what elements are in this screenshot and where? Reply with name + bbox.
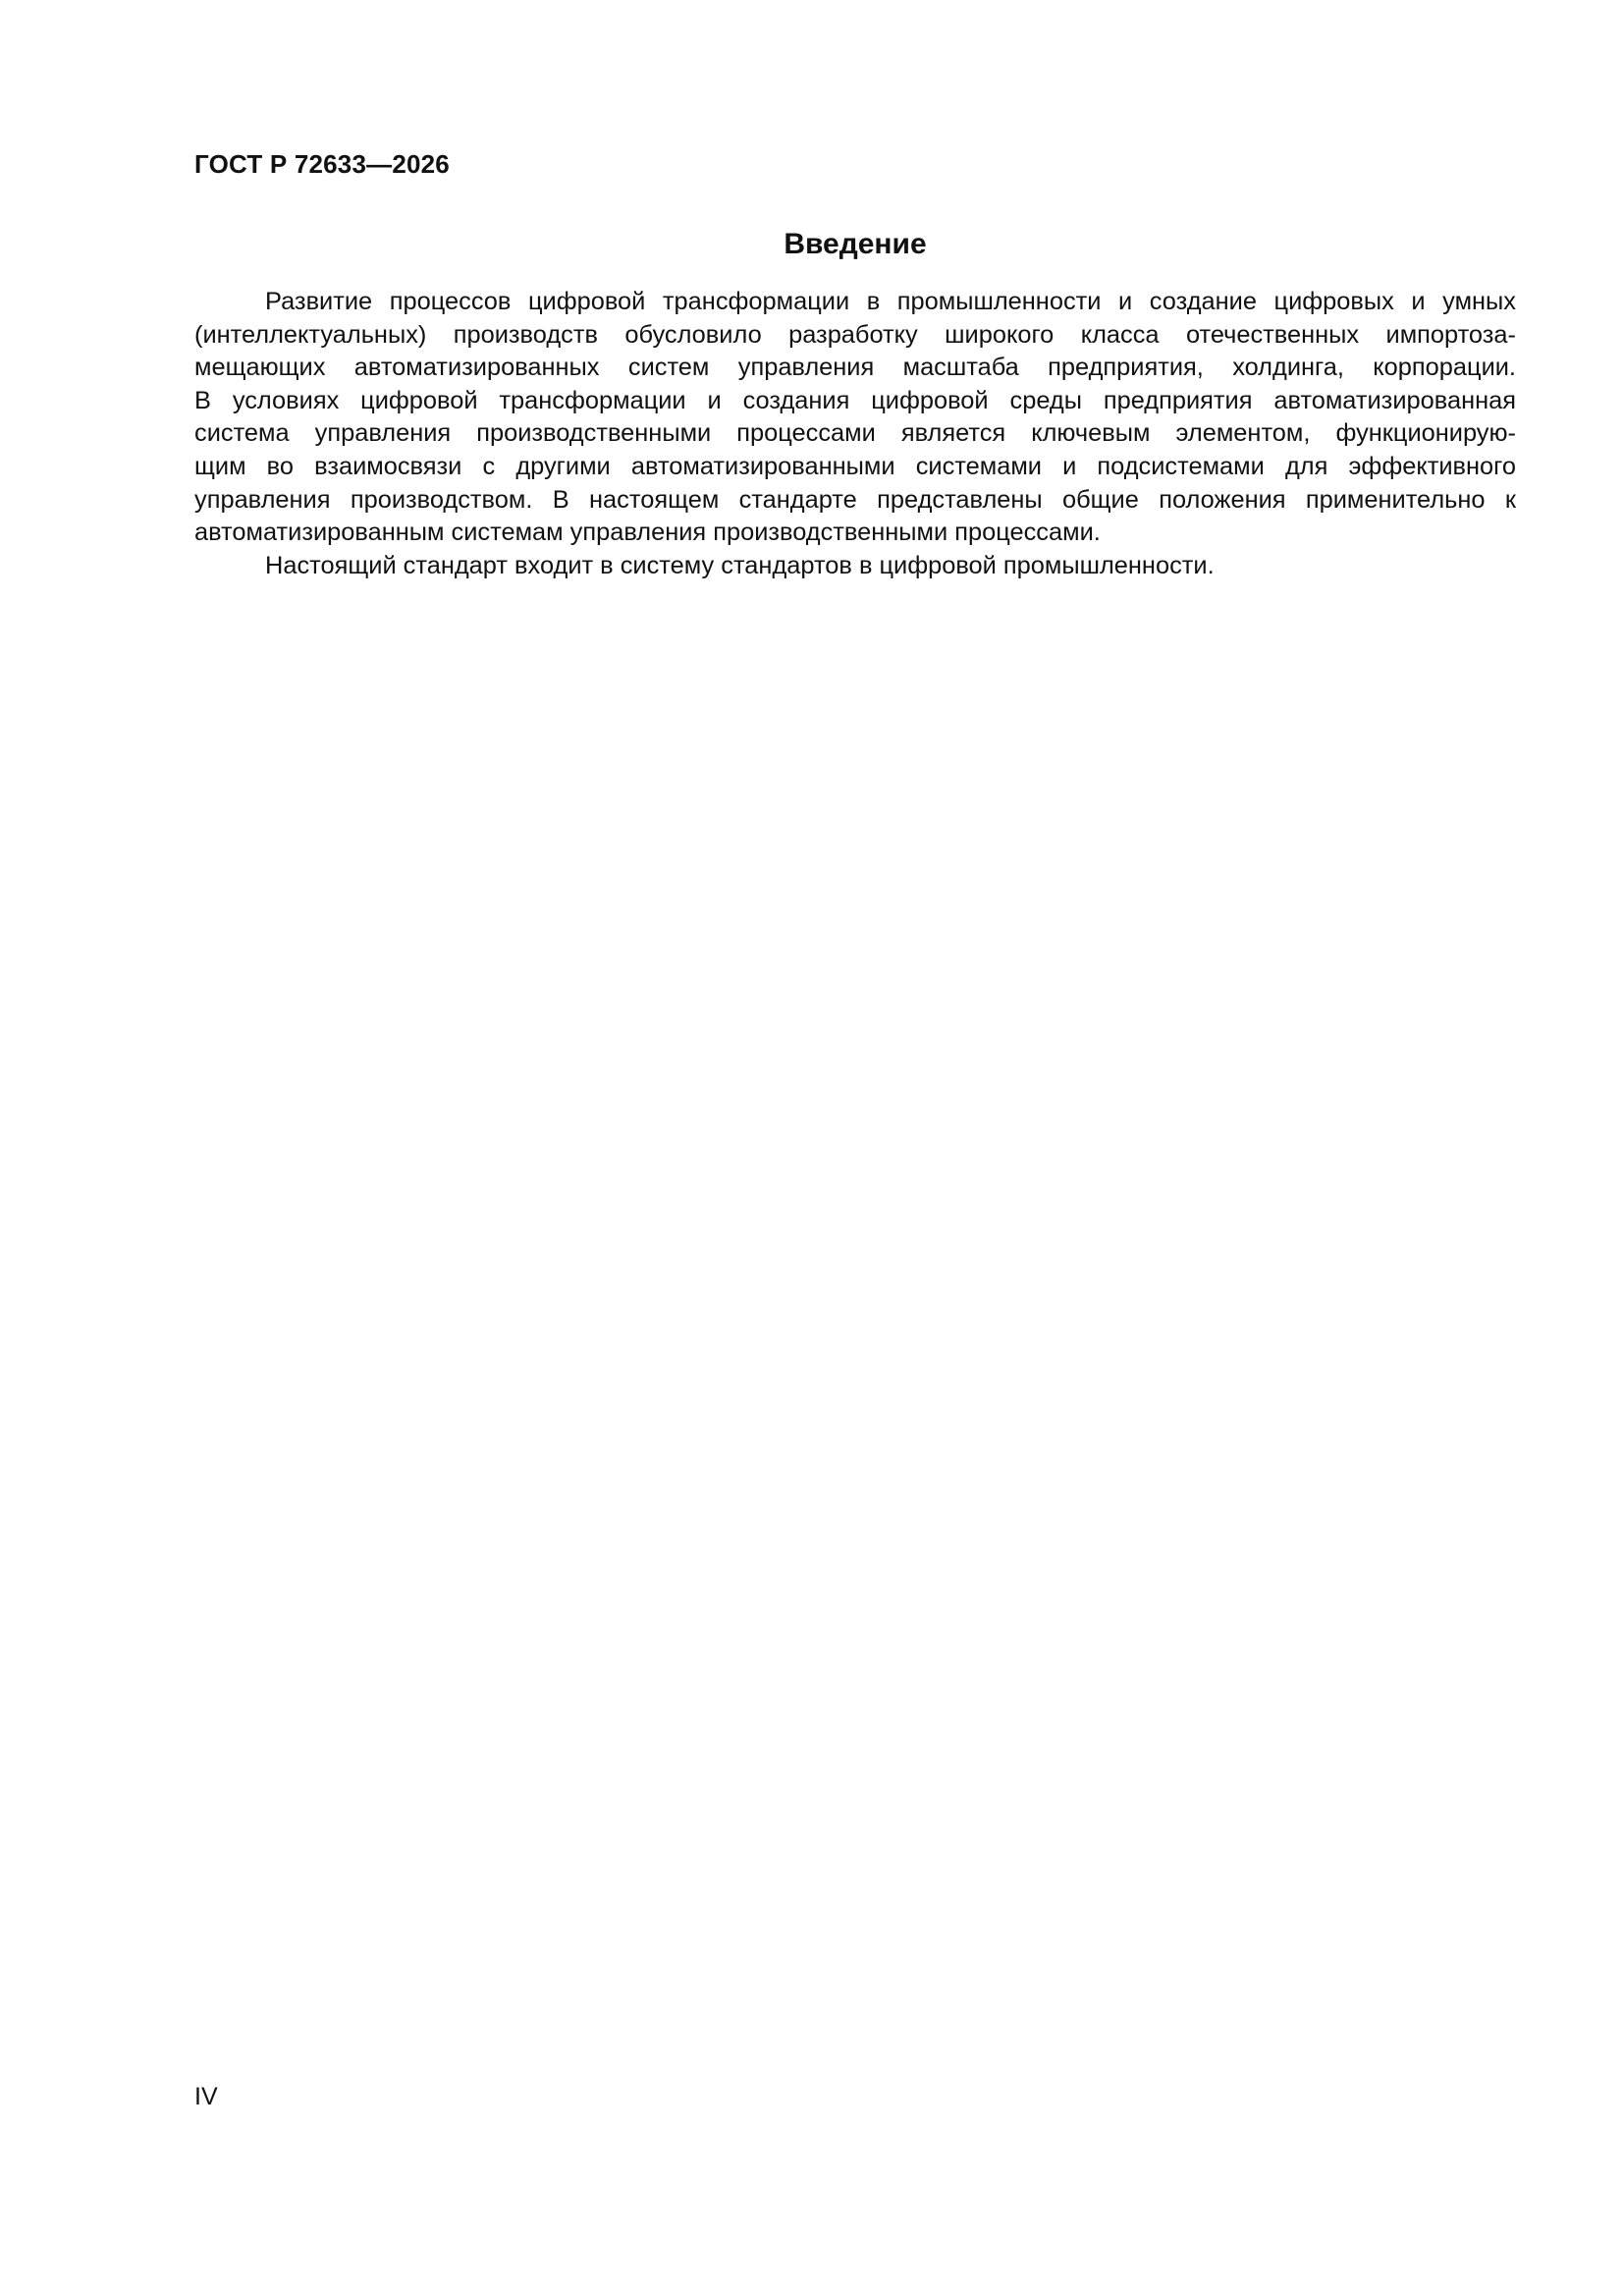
text-line: щим во взаимосвязи с другими автоматизированными системами и подсистемами для эффективного	[194, 452, 1516, 480]
page-number: IV	[194, 2083, 218, 2110]
text-line: (интеллектуальных) производств обусловило разработку широкого класса отечественных импортоза-	[194, 320, 1516, 349]
text-line: система управления производственными процессами является ключевым элементом, функционирую-	[194, 419, 1516, 448]
text-line: В условиях цифровой трансформации и создания цифровой среды предприятия автоматизированная	[194, 386, 1516, 414]
text-line: мещающих автоматизированных систем управления масштаба предприятия, холдинга, корпорации.	[194, 354, 1516, 382]
paragraph-intro	[194, 286, 1516, 550]
text-line: автоматизированным системам управления производственными процессами.	[194, 519, 1101, 547]
body-text	[194, 286, 1516, 582]
document-number: ГОСТ Р 72633—2026	[194, 149, 450, 179]
text-line: управления производством. В настоящем стандарте представлены общие положения применительно к	[194, 485, 1516, 514]
text-line: Развитие процессов цифровой трансформации в промышленности и создание цифровых и умных	[265, 288, 1516, 315]
paragraph-scope	[194, 550, 1516, 583]
text-line: Настоящий стандарт входит в систему стандартов в цифровой промышленности.	[265, 551, 1215, 579]
section-title: Введение	[784, 228, 927, 260]
